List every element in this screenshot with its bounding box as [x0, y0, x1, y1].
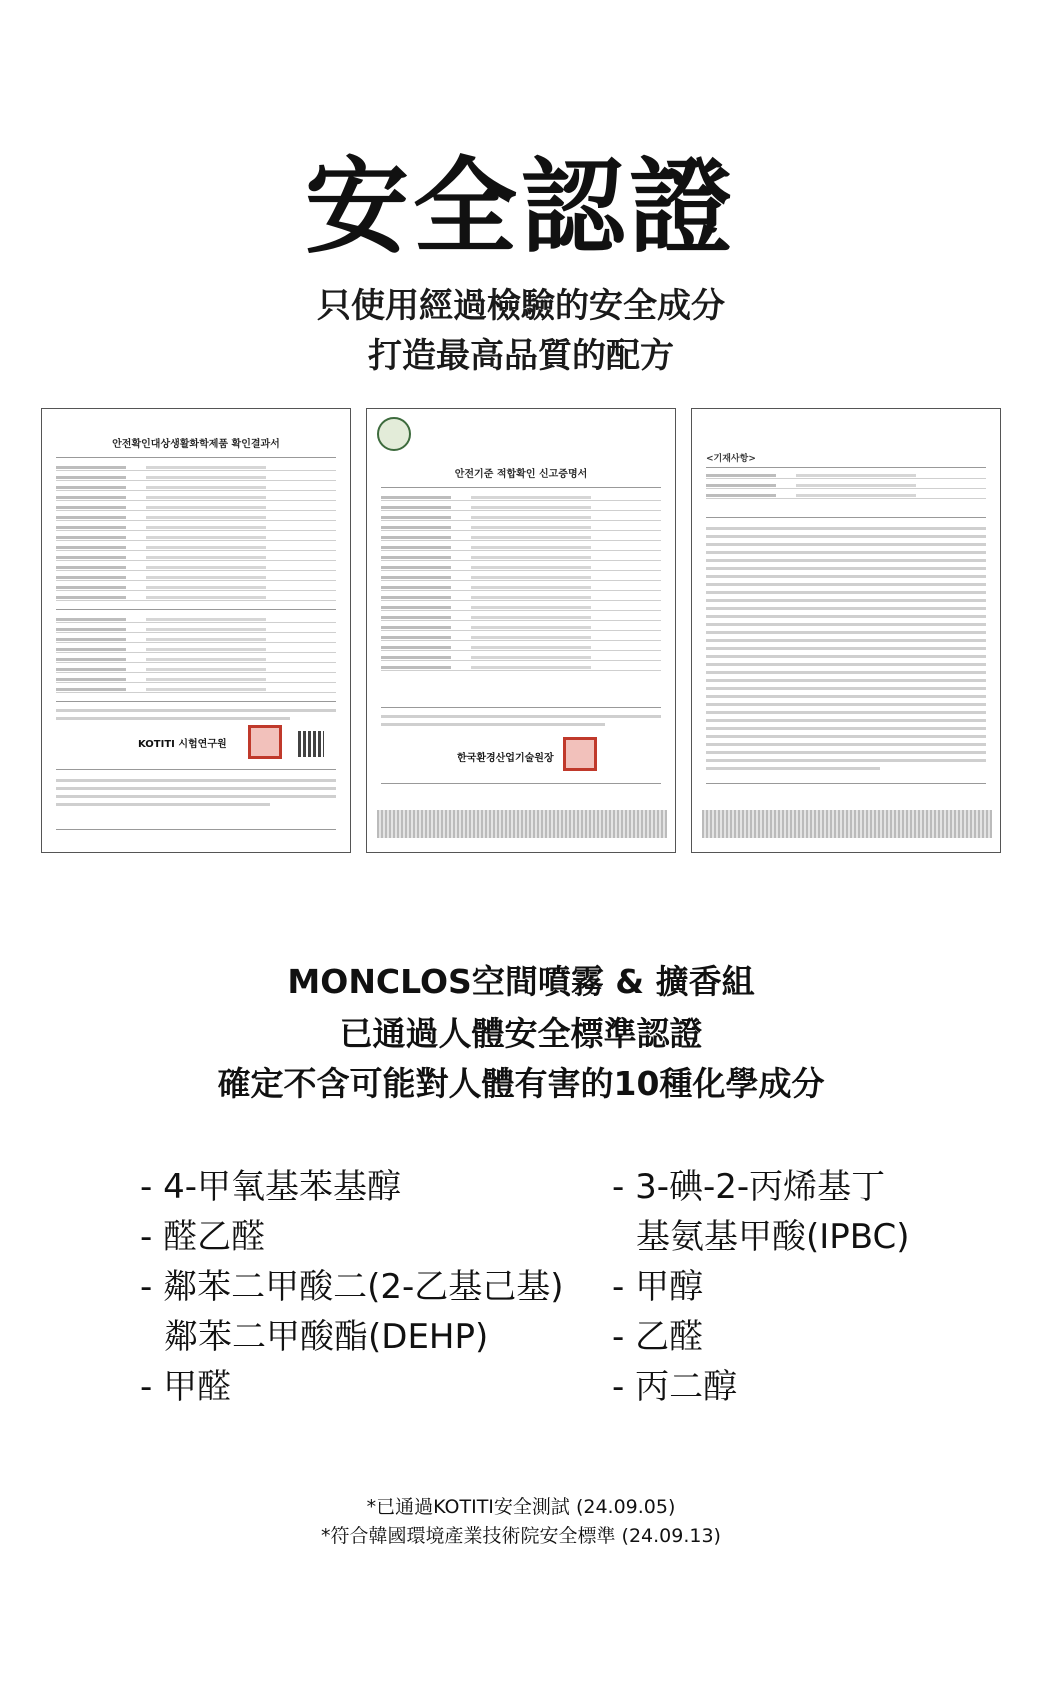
official-stamp-icon	[563, 737, 597, 771]
certificate-org: 한국환경산업기술원장	[457, 753, 554, 764]
subtitle-line-1: 只使用經過檢驗的安全成分	[317, 286, 725, 326]
certification-statement: 已通過人體安全標準認證	[339, 1014, 703, 1053]
certificate-kotiti[interactable]	[41, 408, 351, 853]
list-item: - 丙二醇	[612, 1367, 738, 1407]
footnote-keiti: *符合韓國環境產業技術院安全標準 (24.09.13)	[321, 1525, 721, 1547]
list-item: - 鄰苯二甲酸二(2-乙基己基)	[140, 1267, 564, 1307]
page-title: 安全認證	[304, 146, 737, 268]
certificate-heading: 안전확인대상생활화학제품 확인결과서	[112, 439, 280, 450]
qr-code-icon	[298, 731, 324, 757]
official-stamp-icon	[248, 725, 282, 759]
list-item: - 甲醇	[612, 1267, 704, 1307]
list-item: - 乙醛	[612, 1317, 704, 1357]
certificate-keiti[interactable]	[366, 408, 676, 853]
list-item: - 醛乙醛	[140, 1217, 266, 1257]
barcode-strip	[377, 810, 667, 838]
barcode-strip	[702, 810, 992, 838]
list-item: 基氨基甲酸(IPBC)	[636, 1217, 910, 1257]
list-item: - 4-甲氧基苯基醇	[140, 1167, 401, 1207]
certificate-heading: <기재사항>	[706, 454, 756, 464]
ingredient-list-left	[140, 1162, 564, 1412]
subtitle-line-2: 打造最高品質的配方	[368, 336, 674, 376]
ingredient-list-right	[612, 1162, 910, 1412]
certificate-heading: 안전기준 적합확인 신고증명서	[454, 469, 588, 480]
product-name: MONCLOS空間噴霧 & 擴香組	[287, 962, 755, 1001]
certificate-gallery	[41, 408, 1001, 853]
list-item: - 甲醛	[140, 1367, 232, 1407]
list-item: 鄰苯二甲酸酯(DEHP)	[164, 1317, 489, 1357]
government-seal-icon	[377, 417, 411, 451]
certificate-org: KOTITI 시험연구원	[138, 739, 227, 750]
footnote-kotiti: *已通過KOTITI安全測試 (24.09.05)	[366, 1496, 676, 1518]
chemical-statement: 確定不含可能對人體有害的10種化學成分	[217, 1064, 825, 1103]
certificate-notes[interactable]	[691, 408, 1001, 853]
list-item: - 3-碘-2-丙烯基丁	[612, 1167, 886, 1207]
